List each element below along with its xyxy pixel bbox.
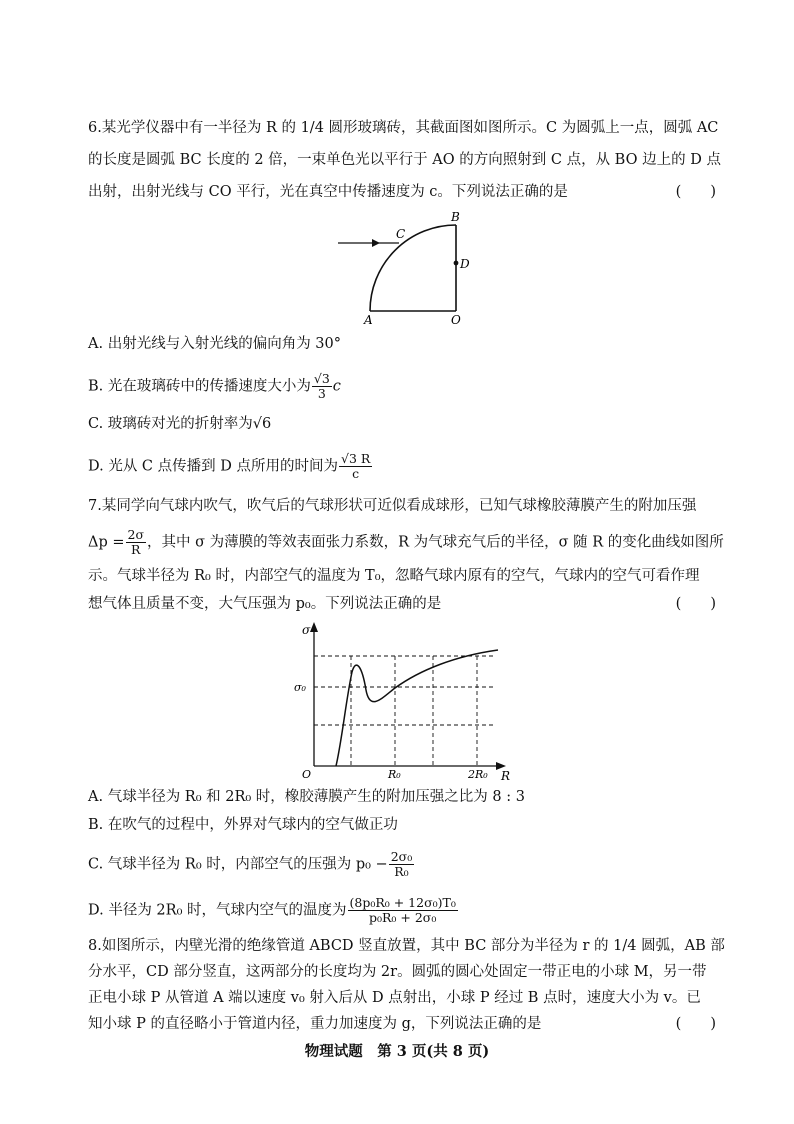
- q6-option-d: D. 光从 C 点传播到 D 点所用的时间为 $\frac{√3 R}{c}$: [88, 451, 371, 481]
- sigma-curve: [336, 650, 498, 766]
- q7-line-3: 示。气球半径为 R₀ 时，内部空气的温度为 T₀，忽略气球内原有的空气，气球内的空气可看作理: [88, 568, 700, 584]
- q6-option-c: C. 玻璃砖对光的折射率为√6: [88, 416, 272, 432]
- q6-line-1: 6.某光学仪器中有一半径为 R 的 1/4 圆形玻璃砖，其截面图如图所示。C 为圆弧上一点，圆弧 AC: [88, 120, 719, 136]
- y-axis-label: σ: [302, 623, 311, 637]
- dashed-grid: [314, 656, 494, 766]
- label-a: A: [364, 313, 373, 325]
- label-b: B: [451, 210, 460, 224]
- q6-line-3: 出射，出射光线与 CO 平行，光在真空中传播速度为 c。下列说法正确的是: [88, 184, 568, 200]
- r0-tick-label: R₀: [388, 768, 401, 780]
- q8-line-1: 8.如图所示，内壁光滑的绝缘管道 ABCD 竖直放置，其中 BC 部分为半径为 r 的 1/4 圆弧，AB 部: [88, 938, 725, 954]
- q7-option-d: D. 半径为 2R₀ 时，气球内空气的温度为 $\frac{\text{(8p₀R₀ + 12σ₀)T₀}}{\text{p₀R₀ + 2σ₀}}$: [88, 895, 456, 925]
- label-d: D: [460, 257, 470, 271]
- q7-line-4: 想气体且质量不变，大气压强为 p₀。下列说法正确的是: [88, 596, 442, 612]
- label-o: O: [451, 313, 461, 325]
- q6-option-a: A. 出射光线与入射光线的偏向角为 30°: [88, 336, 341, 352]
- x-axis-label: R: [501, 769, 511, 780]
- q6-option-b: B. 光在玻璃砖中的传播速度大小为 $\frac{√3}{3}$ c: [88, 371, 341, 401]
- origin-label: O: [302, 768, 312, 780]
- q7-line-1: 7.某同学向气球内吹气，吹气后的气球形状可近似看成球形，已知气球橡胶薄膜产生的附加压强: [88, 498, 697, 514]
- 2r0-tick-label: 2R₀: [468, 768, 488, 780]
- q6-answer-paren: ( ): [675, 184, 716, 200]
- arrow-icon: [372, 239, 380, 247]
- glass-arc: [370, 225, 456, 311]
- label-c: C: [396, 227, 406, 241]
- sigma0-tick-label: σ₀: [294, 681, 306, 694]
- page-footer: 物理试题 第 3 页(共 8 页): [304, 1043, 490, 1060]
- q8-line-3: 正电小球 P 从管道 A 端以速度 v₀ 射入后从 D 点射出，小球 P 经过 B 点时，速度大小为 v。已: [88, 990, 701, 1006]
- q7-option-a: A. 气球半径为 R₀ 和 2R₀ 时，橡胶薄膜产生的附加压强之比为 8 : 3: [88, 789, 525, 805]
- q7-answer-paren: ( ): [675, 596, 716, 612]
- q6-figure: [330, 205, 480, 325]
- q7-option-b: B. 在吹气的过程中，外界对气球内的空气做正功: [88, 817, 398, 833]
- y-axis-arrow-icon: [310, 622, 318, 632]
- q8-answer-paren: ( ): [675, 1016, 716, 1032]
- q7-option-c: C. 气球半径为 R₀ 时，内部空气的压强为 p₀ − $\frac{\text{2σ₀}}{\text{R₀}}$: [88, 849, 413, 879]
- q8-line-4: 知小球 P 的直径略小于管道内径，重力加速度为 g，下列说法正确的是: [88, 1016, 542, 1032]
- q7-line-2: Δp = $\frac{2\sigma}{R}$ ，其中 σ 为薄膜的等效表面张力系数，R 为气球充气后的半径，σ 随 R 的变化曲线如图所: [88, 527, 724, 557]
- point-d: [454, 261, 459, 266]
- q7-sigma-r-graph: [290, 620, 520, 780]
- q8-line-2: 分水平，CD 部分竖直，这两部分的长度均为 2r。圆弧的圆心处固定一带正电的小球 M，另一带: [88, 964, 707, 980]
- q6-line-2: 的长度是圆弧 BC 长度的 2 倍，一束单色光以平行于 AO 的方向照射到 C 点，从 BO 边上的 D 点: [88, 152, 721, 168]
